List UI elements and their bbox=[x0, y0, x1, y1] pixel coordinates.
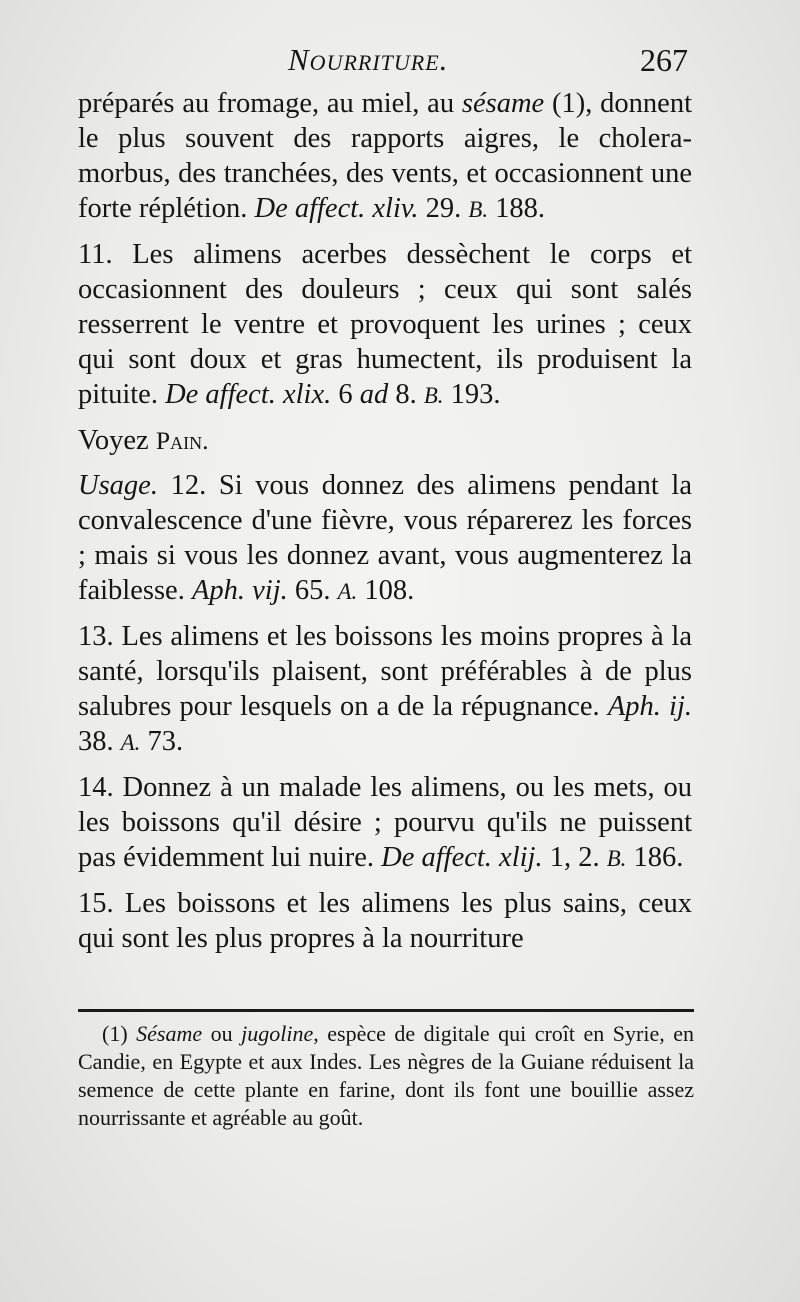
text-run: , espèce de digitale qui croît en Syrie, en Candie, en Egypte et aux Indes. Les nègres de la Guiane réduisent la semence de cette plante en farine, dont ils font une bouillie assez nourrissante et agréable au goût. bbox=[78, 1021, 694, 1130]
text-run: 15. Les boissons et les alimens les plus sains, ceux qui sont les plus propres à la nourriture bbox=[78, 888, 692, 954]
text-run: 193. bbox=[443, 379, 501, 410]
text-run: 186. bbox=[626, 842, 684, 873]
text-run: 29. bbox=[418, 193, 469, 224]
paragraph-11 bbox=[78, 237, 692, 413]
text-run: 13. Les alimens et les boissons les moins propres à la santé, lorsqu'ils plaisent, sont préférables à de plus salubres pour lesquels on a de la répugnance. bbox=[78, 621, 692, 722]
citation: De affect. xlix. bbox=[165, 379, 332, 410]
cross-reference: Pain. bbox=[155, 426, 209, 455]
text-run: 8. bbox=[388, 379, 424, 410]
paragraph-continuation bbox=[78, 86, 692, 227]
running-head bbox=[288, 42, 448, 78]
citation-letter: B. bbox=[468, 197, 489, 222]
paragraph-15 bbox=[78, 886, 692, 956]
page-body bbox=[78, 86, 692, 956]
citation-letter: A. bbox=[337, 579, 358, 604]
text-run: 6 bbox=[331, 379, 360, 410]
citation: ad bbox=[359, 379, 389, 410]
citation-letter: B. bbox=[423, 383, 444, 408]
text-run: préparés au fromage, au miel, au bbox=[78, 88, 462, 119]
text-run: 108. bbox=[357, 575, 415, 606]
text-run: ou bbox=[202, 1021, 242, 1046]
text-run: 14. Donnez à un malade les alimens, ou les mets, ou les boissons qu'il désire ; pourvu qu'ils ne puissent pas évidemment lui nuire. bbox=[78, 772, 692, 873]
text-run: Voyez bbox=[78, 425, 156, 456]
paragraph-14 bbox=[78, 770, 692, 876]
text-run: 188. bbox=[488, 193, 546, 224]
citation-letter: B. bbox=[606, 846, 627, 871]
citation: Aph. ij. bbox=[607, 691, 693, 722]
see-also bbox=[78, 423, 692, 458]
text-run: 65. bbox=[287, 575, 338, 606]
footnote bbox=[78, 1020, 694, 1132]
citation: Aph. vij. bbox=[191, 575, 288, 606]
citation-letter: A. bbox=[120, 730, 141, 755]
text-run: 11. Les alimens acerbes dessèchent le corps et occasionnent des douleurs ; ceux qui sont salés resserrent le ventre et provoquent les urines ; ceux qui sont doux et gras humectent, ils produisent la pituite. bbox=[78, 239, 692, 410]
paragraph-12 bbox=[78, 468, 692, 609]
footnote-marker: (1) bbox=[102, 1021, 137, 1046]
text-run: 1, 2. bbox=[542, 842, 607, 873]
text-run: (1), donnent le plus souvent des rapports aigres, le cholera-morbus, des tranchées, des vents, et occasionnent une forte réplétion. bbox=[78, 88, 692, 224]
italic-term: sésame bbox=[461, 88, 545, 119]
text-run: 38. bbox=[78, 726, 121, 757]
page-number: 267 bbox=[640, 42, 688, 78]
paragraph-13 bbox=[78, 619, 692, 760]
italic-term: jugoline bbox=[241, 1021, 314, 1046]
citation: De affect. xlij. bbox=[381, 842, 543, 873]
footnote-rule bbox=[78, 1009, 694, 1012]
page-header bbox=[78, 42, 688, 86]
running-head-text: Nourriture. bbox=[288, 42, 449, 77]
italic-term: Sésame bbox=[136, 1021, 203, 1046]
citation: De affect. xliv. bbox=[254, 193, 419, 224]
section-label: Usage. bbox=[78, 470, 158, 501]
text-run: 73. bbox=[140, 726, 184, 757]
text-run: 12. Si vous donnez des alimens pendant la convalescence d'une fièvre, vous réparerez les forces ; mais si vous les donnez avant, vous augmenterez la faiblesse. bbox=[78, 470, 692, 606]
